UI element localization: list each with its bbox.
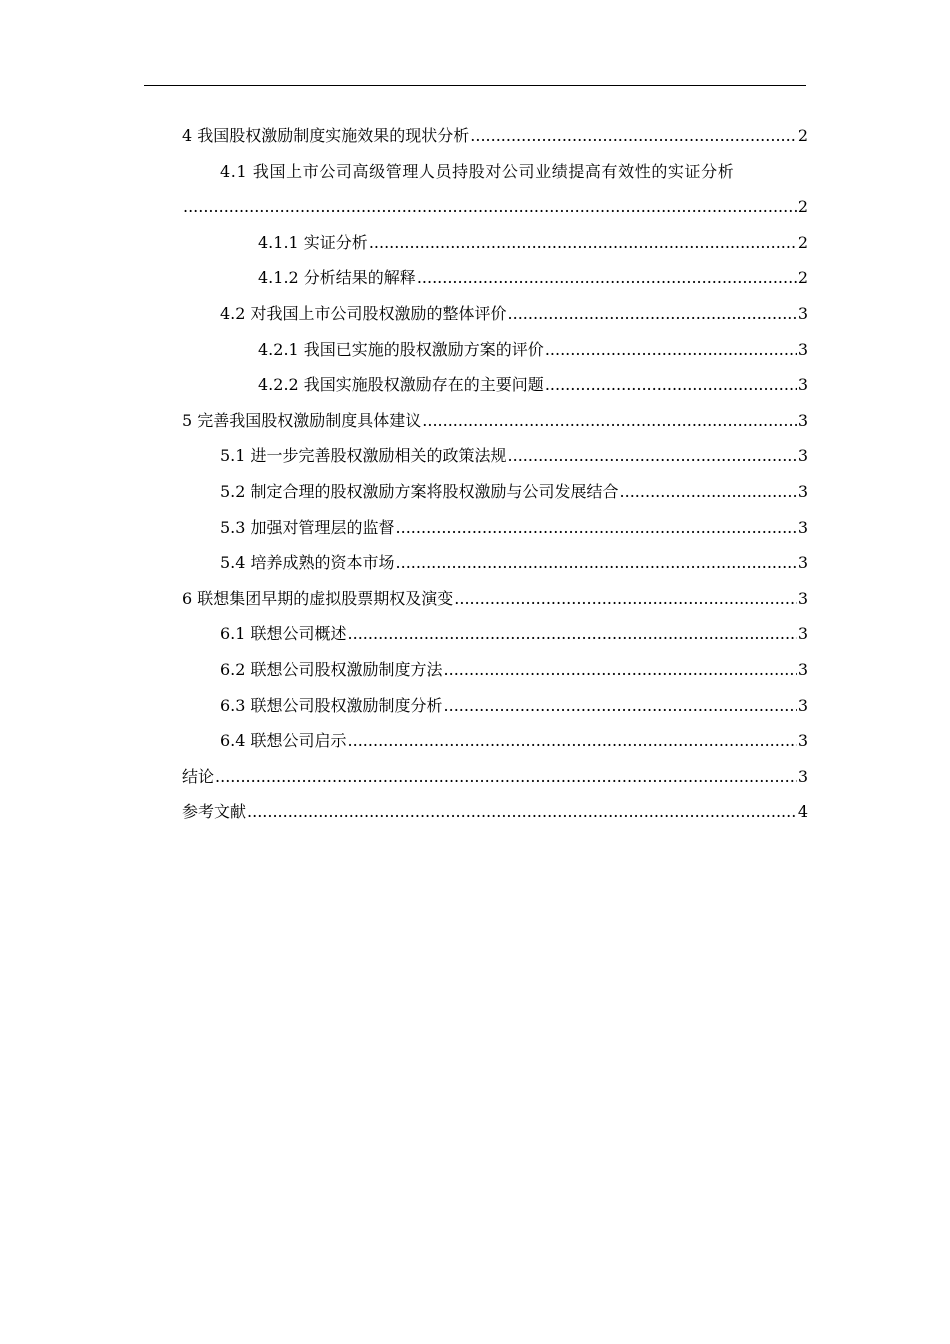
- toc-entry-title: 4 我国股权激励制度实施效果的现状分析: [182, 126, 470, 145]
- toc-entry-title: 6.2 联想公司股权激励制度方法: [220, 659, 443, 679]
- toc-entry-page: 2: [797, 197, 808, 217]
- toc-entry-page: 3: [797, 303, 808, 323]
- toc-entry-title: 6.3 联想公司股权激励制度分析: [220, 695, 443, 715]
- toc-leader-dots: [508, 438, 797, 474]
- toc-entry-page: 3: [797, 517, 808, 537]
- toc-entry-6-3[interactable]: [182, 688, 808, 724]
- toc-leader-dots: [348, 723, 797, 759]
- toc-leader-dots: [454, 581, 797, 617]
- toc-entry-page: 3: [797, 446, 808, 466]
- toc-entry-title: 6.4 联想公司启示: [220, 731, 347, 751]
- toc-entry-5-3[interactable]: [182, 510, 808, 546]
- toc-entry-5-1[interactable]: [182, 438, 808, 474]
- toc-leader-dots: [470, 118, 797, 154]
- toc-leader-dots: [348, 616, 797, 652]
- toc-entry-5[interactable]: [182, 403, 808, 439]
- toc-entry-page: 3: [797, 695, 808, 715]
- toc-leader-dots: [545, 332, 797, 368]
- toc-leader-dots: [417, 260, 797, 296]
- toc-leader-dots: [247, 794, 797, 830]
- toc-entry-title: 5.1 进一步完善股权激励相关的政策法规: [220, 446, 507, 466]
- toc-leader-dots: [620, 474, 797, 510]
- toc-entry-page: 2: [797, 126, 808, 145]
- toc-entry-title: 4.2 对我国上市公司股权激励的整体评价: [220, 303, 507, 323]
- toc-entry-title: 4.2.2 我国实施股权激励存在的主要问题: [258, 375, 544, 395]
- toc-entry-6-4[interactable]: [182, 723, 808, 759]
- toc-entry-4-2-2[interactable]: [182, 367, 808, 403]
- toc-entry-4-2[interactable]: [182, 296, 808, 332]
- toc-leader-dots: [444, 688, 797, 724]
- toc-leader-dots: [215, 759, 797, 795]
- toc-leader-dots: [444, 652, 797, 688]
- toc-entry-page: 3: [797, 339, 808, 359]
- toc-entry-title: 结论: [182, 766, 215, 786]
- toc-entry-title: 5.2 制定合理的股权激励方案将股权激励与公司发展结合: [220, 481, 619, 501]
- toc-entry-page: 4: [797, 802, 808, 822]
- toc-entry-title: 4.1 我国上市公司高级管理人员持股对公司业绩提高有效性的实证分析: [220, 161, 735, 181]
- toc-entry-title: 6.1 联想公司概述: [220, 624, 347, 644]
- toc-entry-page: 2: [797, 232, 808, 252]
- toc-entry-4-1-continuation[interactable]: [182, 189, 808, 225]
- toc-entry-page: 3: [797, 553, 808, 573]
- toc-entry-4-1-2[interactable]: [182, 260, 808, 296]
- toc-entry-title: 6 联想集团早期的虚拟股票期权及演变: [182, 588, 454, 608]
- toc-entry-page: 3: [797, 766, 808, 786]
- toc-entry-5-4[interactable]: [182, 545, 808, 581]
- toc-entry-6-1[interactable]: [182, 616, 808, 652]
- toc-entry-references[interactable]: [182, 794, 808, 830]
- toc-entry-4[interactable]: [182, 118, 808, 154]
- toc-entry-conclusion[interactable]: [182, 759, 808, 795]
- toc-entry-6-2[interactable]: [182, 652, 808, 688]
- toc-leader-dots: [396, 545, 797, 581]
- toc-leader-dots: [369, 225, 797, 261]
- toc-entry-page: 3: [797, 731, 808, 751]
- toc-entry-title: 参考文献: [182, 802, 247, 822]
- toc-entry-title: 5.3 加强对管理层的监督: [220, 517, 395, 537]
- toc-leader-dots: [183, 189, 797, 225]
- header-rule: [144, 85, 806, 86]
- toc-leader-dots: [422, 403, 797, 439]
- toc-entry-5-2[interactable]: [182, 474, 808, 510]
- toc-entry-6[interactable]: [182, 581, 808, 617]
- toc-entry-title: 4.2.1 我国已实施的股权激励方案的评价: [258, 339, 544, 359]
- toc-entry-page: 3: [797, 410, 808, 430]
- toc-entry-page: 3: [797, 481, 808, 501]
- toc-entry-4-1[interactable]: [182, 154, 808, 190]
- toc-leader-dots: [545, 367, 797, 403]
- toc-entry-4-2-1[interactable]: [182, 332, 808, 368]
- toc-entry-page: 3: [797, 659, 808, 679]
- toc-entry-page: 3: [797, 588, 808, 608]
- toc-entry-page: 3: [797, 375, 808, 395]
- table-of-contents: [182, 118, 808, 830]
- toc-entry-page: 2: [797, 268, 808, 288]
- toc-entry-title: 4.1.1 实证分析: [258, 232, 368, 252]
- toc-leader-dots: [396, 510, 797, 546]
- toc-entry-4-1-1[interactable]: [182, 225, 808, 261]
- toc-leader-dots: [508, 296, 797, 332]
- toc-entry-page: 3: [797, 624, 808, 644]
- toc-entry-title: 4.1.2 分析结果的解释: [258, 268, 416, 288]
- toc-entry-title: 5 完善我国股权激励制度具体建议: [182, 410, 422, 430]
- toc-entry-title: 5.4 培养成熟的资本市场: [220, 553, 395, 573]
